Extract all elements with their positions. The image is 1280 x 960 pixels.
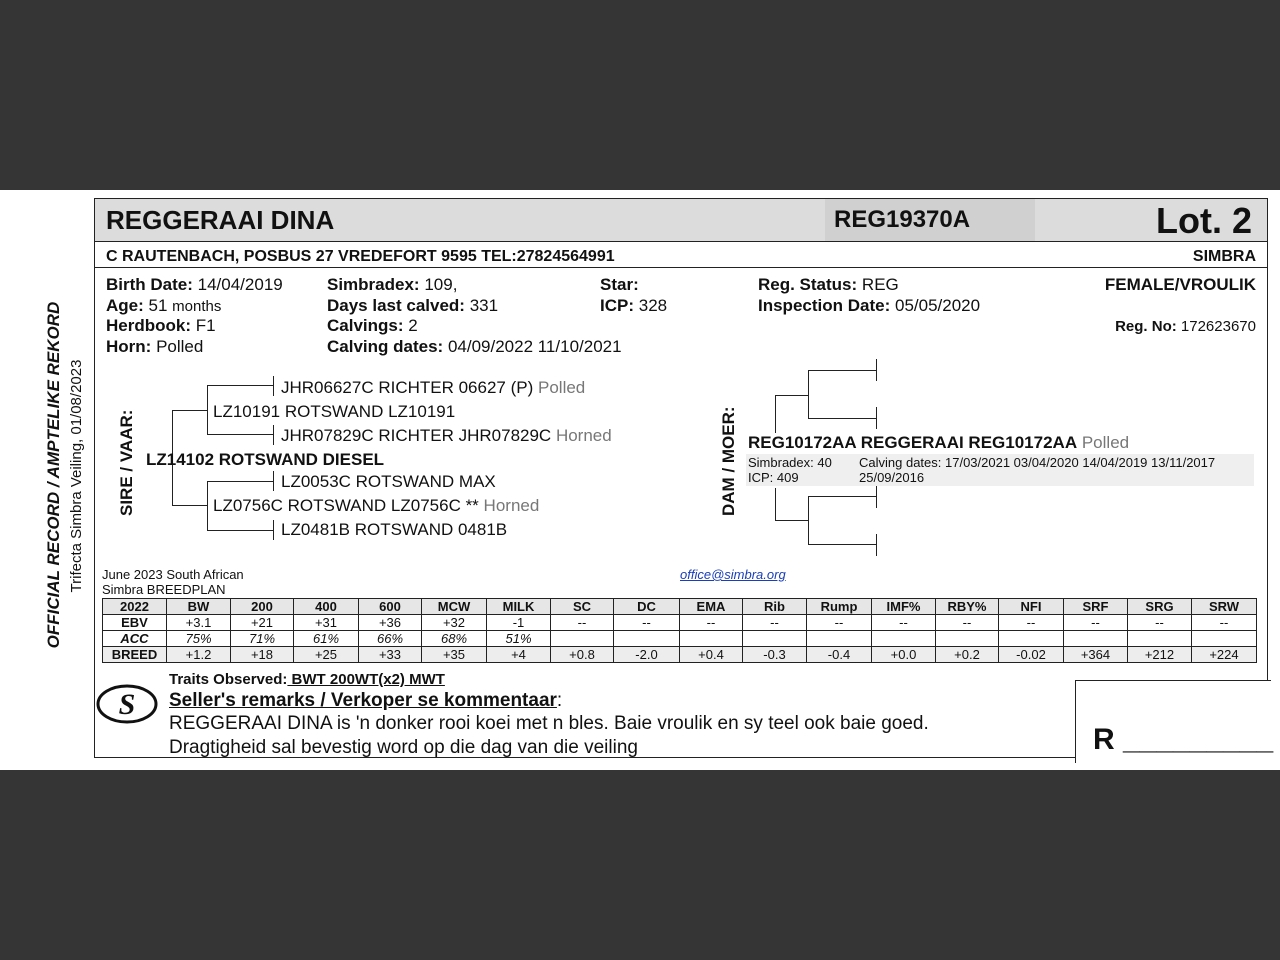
table-cell: --: [680, 615, 743, 631]
table-cell: [936, 631, 999, 647]
ebv-header-row: [103, 599, 1257, 615]
table-cell: +364: [1064, 647, 1128, 663]
table-cell: +31: [294, 615, 359, 631]
table-cell: SRF: [1064, 599, 1128, 615]
table-cell: +21: [231, 615, 294, 631]
dam-simbradex: Simbradex: 40: [748, 455, 832, 470]
table-cell: -0.4: [807, 647, 872, 663]
table-cell: 61%: [294, 631, 359, 647]
reg-no: Reg. No: 172623670: [1115, 318, 1256, 335]
table-cell: +35: [422, 647, 487, 663]
birth-date: Birth Date: 14/04/2019: [106, 275, 283, 294]
table-cell: [1128, 631, 1192, 647]
days-last-calved: Days last calved: 331: [327, 296, 499, 315]
table-cell: +4: [487, 647, 551, 663]
table-cell: --: [999, 615, 1064, 631]
dam-calving-dates-2: 25/09/2016: [859, 470, 925, 485]
reg-status: Reg. Status: REG: [758, 275, 899, 294]
table-cell: --: [551, 615, 614, 631]
table-cell: [614, 631, 680, 647]
owner-info: C RAUTENBACH, POSBUS 27 VREDEFORT 9595 TEL:27824564991: [106, 248, 615, 265]
svg-text:S: S: [118, 688, 136, 721]
table-cell: +212: [1128, 647, 1192, 663]
table-cell: 71%: [231, 631, 294, 647]
table-cell: -1: [487, 615, 551, 631]
dam-icp: ICP: 409: [748, 470, 799, 485]
table-cell: EBV: [103, 615, 167, 631]
table-cell: +32: [422, 615, 487, 631]
table-cell: -2.0: [614, 647, 680, 663]
breedplan-line1: June 2023 South African: [102, 567, 244, 582]
table-cell: 75%: [167, 631, 231, 647]
lot-number: Lot. 2: [1156, 200, 1252, 241]
table-cell: +3.1: [167, 615, 231, 631]
registration-id: REG19370A: [834, 206, 971, 233]
table-cell: +0.2: [936, 647, 999, 663]
table-cell: RBY%: [936, 599, 999, 615]
sire-sire-sire: JHR06627C RICHTER 06627 (P) Polled: [281, 378, 586, 397]
table-cell: [1192, 631, 1257, 647]
dam-label: DAM / MOER:: [719, 406, 738, 516]
table-cell: +1.2: [167, 647, 231, 663]
table-cell: +18: [231, 647, 294, 663]
table-cell: 400: [294, 599, 359, 615]
table-cell: [743, 631, 807, 647]
age: Age: 51 months: [106, 296, 222, 315]
horn-status: Horn: Polled: [106, 337, 204, 356]
remarks-line2: Dragtigheid sal bevestig word op die dag van die veiling: [169, 737, 638, 758]
table-cell: NFI: [999, 599, 1064, 615]
breed-row: [103, 647, 1257, 663]
table-cell: MCW: [422, 599, 487, 615]
table-cell: [680, 631, 743, 647]
official-record-label: OFFICIAL RECORD / AMPTELIKE REKORD: [44, 301, 63, 649]
table-cell: SRW: [1192, 599, 1257, 615]
simbra-logo: [96, 684, 158, 724]
simbradex: Simbradex: 109,: [327, 275, 458, 294]
table-cell: IMF%: [872, 599, 936, 615]
table-cell: SC: [551, 599, 614, 615]
calving-dates: Calving dates: 04/09/2022 11/10/2021: [327, 337, 622, 356]
table-cell: --: [1128, 615, 1192, 631]
table-cell: MILK: [487, 599, 551, 615]
table-cell: 66%: [359, 631, 422, 647]
email-link[interactable]: office@simbra.org: [680, 567, 786, 582]
sire-sire: LZ10191 ROTSWAND LZ10191: [213, 402, 456, 421]
table-cell: SRG: [1128, 599, 1192, 615]
table-cell: 600: [359, 599, 422, 615]
table-cell: 2022: [103, 599, 167, 615]
table-cell: [999, 631, 1064, 647]
breedplan-line2: Simbra BREEDPLAN: [102, 582, 226, 597]
table-cell: --: [614, 615, 680, 631]
table-cell: --: [1064, 615, 1128, 631]
table-cell: --: [743, 615, 807, 631]
table-cell: 51%: [487, 631, 551, 647]
table-cell: --: [1192, 615, 1257, 631]
acc-row: [103, 631, 1257, 647]
dam-name: REG10172AA REGGERAAI REG10172AA Polled: [748, 433, 1130, 452]
table-cell: +25: [294, 647, 359, 663]
ebv-row: [103, 615, 1257, 631]
table-cell: --: [872, 615, 936, 631]
table-cell: [551, 631, 614, 647]
breed-label: SIMBRA: [1192, 248, 1256, 265]
ebv-table: [102, 598, 1257, 663]
table-cell: [1064, 631, 1128, 647]
dam-calving-dates: Calving dates: 17/03/2021 03/04/2020 14/04/2019 13/11/2017: [859, 455, 1216, 470]
star: Star:: [600, 275, 639, 294]
table-cell: BW: [167, 599, 231, 615]
table-cell: EMA: [680, 599, 743, 615]
remarks-title: Seller's remarks / Verkoper se kommentaar:: [169, 690, 563, 711]
table-cell: ACC: [103, 631, 167, 647]
table-cell: -0.3: [743, 647, 807, 663]
sex: FEMALE/VROULIK: [1104, 275, 1256, 294]
price-field[interactable]: R _________: [1093, 723, 1274, 756]
sire-dam-dam: LZ0481B ROTSWAND 0481B: [281, 520, 508, 539]
table-cell: 68%: [422, 631, 487, 647]
animal-name: REGGERAAI DINA: [106, 205, 335, 235]
icp: ICP: 328: [600, 296, 668, 315]
inspection-date: Inspection Date: 05/05/2020: [758, 296, 981, 315]
table-cell: [807, 631, 872, 647]
table-cell: +0.0: [872, 647, 936, 663]
table-cell: BREED: [103, 647, 167, 663]
table-cell: 200: [231, 599, 294, 615]
sale-label: Trifecta Simbra Veiling, 01/08/2023: [68, 359, 85, 593]
sire-label: SIRE / VAAR:: [117, 409, 136, 516]
sire-dam: LZ0756C ROTSWAND LZ0756C ** Horned: [213, 496, 540, 515]
sire-sire-dam: JHR07829C RICHTER JHR07829C Horned: [281, 426, 612, 445]
table-cell: Rump: [807, 599, 872, 615]
table-cell: +0.8: [551, 647, 614, 663]
traits-observed: Traits Observed: BWT 200WT(x2) MWT: [169, 671, 445, 688]
table-cell: +0.4: [680, 647, 743, 663]
table-cell: +33: [359, 647, 422, 663]
table-cell: --: [807, 615, 872, 631]
table-cell: -0.02: [999, 647, 1064, 663]
table-cell: [872, 631, 936, 647]
table-cell: +36: [359, 615, 422, 631]
table-cell: Rib: [743, 599, 807, 615]
remarks-line1: REGGERAAI DINA is 'n donker rooi koei met n bles. Baie vroulik en sy teel ook baie goed.: [169, 713, 929, 734]
table-cell: --: [936, 615, 999, 631]
table-cell: DC: [614, 599, 680, 615]
table-cell: +224: [1192, 647, 1257, 663]
herdbook: Herdbook: F1: [106, 316, 216, 335]
sire-name: LZ14102 ROTSWAND DIESEL: [146, 450, 385, 469]
calvings: Calvings: 2: [327, 316, 418, 335]
sire-dam-sire: LZ0053C ROTSWAND MAX: [281, 472, 496, 491]
